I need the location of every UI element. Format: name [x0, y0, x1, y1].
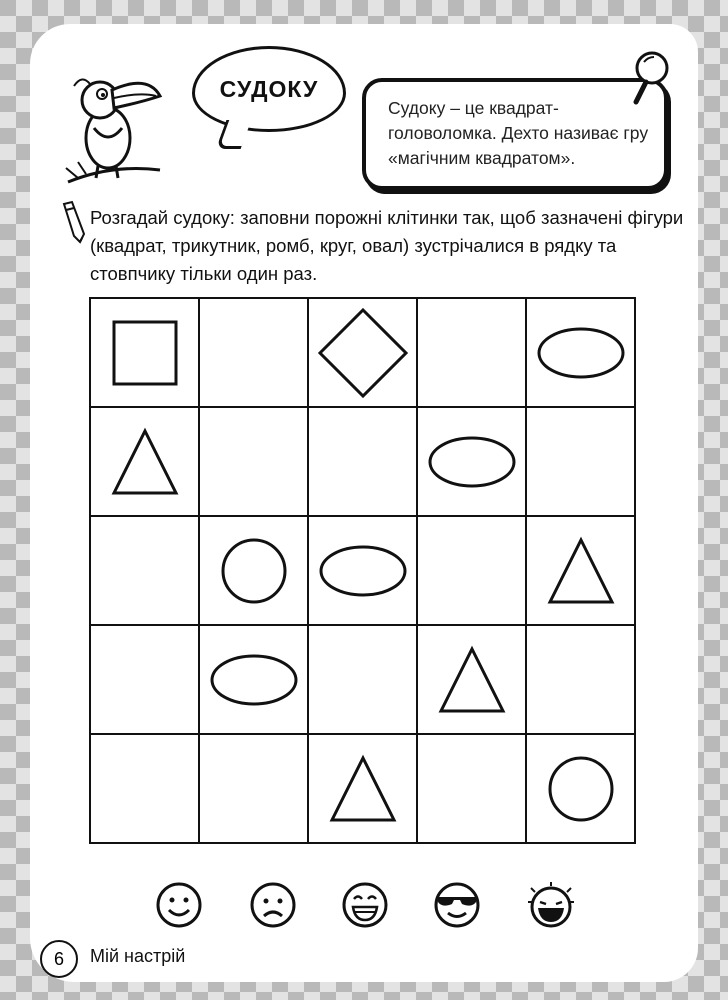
sudoku-cell — [91, 299, 200, 408]
page-title: СУДОКУ — [219, 75, 319, 102]
sudoku-cell — [527, 735, 636, 844]
triangle-shape-icon — [528, 518, 634, 624]
sudoku-cell[interactable] — [200, 735, 309, 844]
info-box — [362, 78, 668, 190]
circle-shape-icon — [528, 736, 634, 842]
square-shape-icon — [92, 300, 198, 406]
oval-shape-icon — [528, 300, 634, 406]
title-bubble — [192, 46, 346, 132]
sudoku-cell — [418, 626, 527, 735]
sudoku-cell[interactable] — [418, 735, 527, 844]
circle-shape-icon — [201, 518, 307, 624]
page-number — [40, 940, 78, 978]
sudoku-cell[interactable] — [527, 408, 636, 517]
instruction-text: Розгадай судоку: заповни порожні клітинки так, щоб зазначені фігури (квадрат, трикутник, ромб, круг, овал) зустрічалися в рядку та стовпчику тільки один раз. — [90, 207, 684, 284]
sudoku-cell — [527, 517, 636, 626]
sunglasses-face-icon[interactable] — [432, 880, 482, 930]
magnifier-icon — [628, 48, 676, 106]
sudoku-cell — [91, 408, 200, 517]
sudoku-cell — [309, 299, 418, 408]
page-number-text: 6 — [53, 948, 64, 969]
info-text: Судоку – це квадрат-головоломка. Дехто називає гру «магічним квадратом». — [388, 98, 649, 168]
oval-shape-icon — [310, 518, 416, 624]
sudoku-cell[interactable] — [91, 517, 200, 626]
sudoku-cell — [309, 735, 418, 844]
sudoku-cell — [418, 408, 527, 517]
mood-label: Мій настрій — [90, 946, 186, 966]
grin-face-icon[interactable] — [340, 880, 390, 930]
pencil-icon — [58, 200, 88, 244]
sudoku-cell[interactable] — [418, 299, 527, 408]
sudoku-cell[interactable] — [91, 735, 200, 844]
sudoku-cell[interactable] — [91, 626, 200, 735]
triangle-shape-icon — [419, 627, 525, 733]
smile-face-icon[interactable] — [154, 880, 204, 930]
sudoku-cell[interactable] — [418, 517, 527, 626]
laughing-face-icon[interactable] — [526, 880, 576, 930]
toucan-illustration-icon — [56, 66, 168, 190]
sudoku-cell — [200, 517, 309, 626]
sudoku-cell — [309, 517, 418, 626]
sudoku-cell — [200, 626, 309, 735]
sudoku-cell[interactable] — [527, 626, 636, 735]
sudoku-cell[interactable] — [309, 626, 418, 735]
sudoku-cell[interactable] — [200, 408, 309, 517]
sudoku-grid — [89, 297, 636, 844]
rhombus-shape-icon — [310, 300, 416, 406]
sudoku-cell — [527, 299, 636, 408]
oval-shape-icon — [419, 409, 525, 515]
mood-row — [154, 880, 614, 940]
triangle-shape-icon — [310, 736, 416, 842]
sudoku-cell[interactable] — [200, 299, 309, 408]
triangle-shape-icon — [92, 409, 198, 515]
sad-face-icon[interactable] — [248, 880, 298, 930]
sudoku-cell[interactable] — [309, 408, 418, 517]
oval-shape-icon — [201, 627, 307, 733]
